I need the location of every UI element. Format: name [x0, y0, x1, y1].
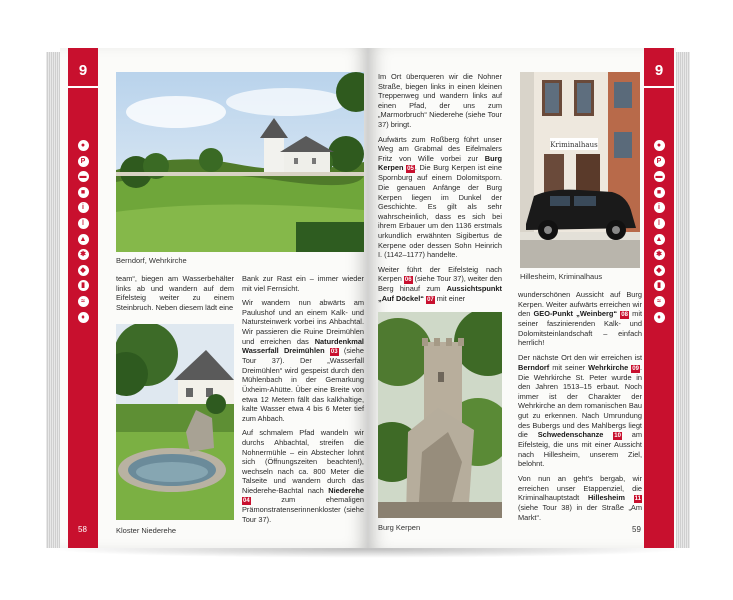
photo-kloster-niederehe: [116, 324, 234, 520]
text-column-4: [518, 290, 642, 527]
text-column-3: [378, 72, 502, 309]
page-number: 58: [78, 525, 87, 534]
playground-icon: ▲: [78, 234, 89, 245]
text-run: zum ehemaligen Prämonstratenserinnenkloster (siehe Tour 37).: [242, 495, 364, 525]
text-run: Weiter führt der Eifelsteig nach Kerpen: [378, 264, 502, 284]
highlight-schwedenschanze: Schwedenschanze: [537, 430, 604, 440]
swim-icon: ≈: [78, 296, 89, 307]
text-run: (siehe Tour 37). Der „Wasserfall Dreimühlen“ wird gespeist durch den Mühlenbach in der Gemarkung Üxheim-Ahütte. Über eine Breite von etwa 12 Metern fällt das kalkhaltige, kalte Wasser etwa 4 bis 6 Meter tief zum Ahbach.: [242, 346, 364, 423]
left-page: [60, 48, 368, 548]
right-page: [368, 48, 676, 548]
strip-divider: [68, 86, 98, 88]
text-run: Von nun an geht's bergab, wir erreichen unser Etappenziel, die Kriminalhauptstadt: [518, 473, 642, 503]
paragraph: [378, 135, 502, 260]
highlight-hillesheim: Hillesheim: [587, 493, 625, 503]
icon-column: [68, 140, 98, 327]
paragraph: team“, biegen am Wasserbehälter links ab und wandern auf dem Eifelsteig weiter zu einem Steinbruch. Neben diesem lädt eine: [116, 274, 234, 312]
point-badge: 09: [632, 365, 639, 372]
point-badge: 08: [621, 312, 628, 319]
info-icon: i: [78, 202, 89, 213]
highlight-burg-kerpen: Burg Kerpen: [378, 153, 502, 173]
building-icon: ▮: [78, 280, 89, 291]
text-run: (siehe Tour 37), weiter den Berg hinauf zum: [378, 274, 502, 294]
caption-kloster-niederehe: Kloster Niederehe: [116, 526, 177, 535]
paragraph: [518, 353, 642, 469]
pig-icon: ●: [654, 140, 665, 151]
highlight-aussichtspunkt: Aussichtspunkt „Auf Döckel“: [378, 284, 502, 303]
photo-burg-kerpen: [378, 312, 502, 518]
train-icon: ■: [78, 187, 89, 198]
text-run: mit seiner: [549, 362, 589, 372]
text-column-1: [116, 274, 234, 317]
strip-divider: [644, 86, 674, 88]
paragraph: [518, 290, 642, 348]
parking-icon: P: [654, 156, 665, 167]
text-run: Der nächste Ort den wir erreichen ist: [518, 352, 642, 362]
text-run: wunderschönen Aussicht auf Burg Kerpen. Weiter aufwärts erreichen wir den: [518, 290, 642, 319]
text-run: . Die Burg Kerpen ist eine Spornburg auf einem Dolomitsporn. Die genauen Anfänge der Burg Kerpen liegen im Dunkel der Geschichte. Es gilt als sehr wahrscheinlich, dass es sich bei ihrem Erbauer um den 1136 erstmals urkundlich erwähnten Sigibertus de Kerpene oder dessen Sohn Heinrich I. (1142–1177) handelte.: [378, 163, 502, 260]
sun-icon: ✱: [78, 249, 89, 260]
paragraph: [242, 298, 364, 423]
paragraph: [242, 428, 364, 524]
tour-number: 9: [654, 62, 664, 79]
icon-column: [644, 140, 674, 327]
text-run: mit seiner faszinierenden Kalk- und Dolomitsteinlandschaft – einfach herrlich!: [518, 309, 643, 348]
text-run: Wir wandern nun abwärts am Paulushof und an einem Kalk- und Natursteinwerk vorbei ins Ahbachtal. Wir passieren die Ruine Dreimühlen und erreichen das: [242, 298, 364, 346]
sun-icon: ✱: [654, 249, 665, 260]
text-run: . Die Wehrkirche St. Peter wurde in den Jahren 1513–15 erbaut. Noch immer ist der Charakter der Wehrkirche an dem romanischen Bau gut zu erkennen. Nach Umrundung des Bubergs und des Mahlbergs liegt die: [518, 362, 642, 440]
text-run: am Eifelsteig, die uns mit einer Aussicht nach Hillesheim, unserem Ziel, belohnt.: [518, 430, 643, 469]
highlight-wehrkirche: Wehrkirche: [588, 362, 629, 372]
caption-berndorf: Berndorf, Wehrkirche: [116, 256, 187, 265]
photo-berndorf-church: [116, 72, 364, 252]
train-icon: ■: [654, 187, 665, 198]
viewpoint-icon: ◆: [654, 265, 665, 276]
tour-number: 9: [78, 62, 88, 79]
paragraph: Im Ort überqueren wir die Nohner Straße, biegen links in einen kleinen Treppenweg und wandern links auf einen Pfad, der uns zum „Marmorbruch“ Niederehe (siehe Tour 37) bringt.: [378, 72, 502, 129]
caption-burg-kerpen: Burg Kerpen: [378, 523, 421, 532]
right-red-strip: [644, 48, 674, 548]
point-badge: 11: [634, 496, 641, 503]
kriminalhaus-sign: Kriminalhaus: [550, 141, 598, 149]
point-badge: 03: [330, 349, 338, 356]
restaurant-icon: ǀ: [78, 218, 89, 229]
building-icon: ▮: [654, 280, 665, 291]
text-run: Auf schmalem Pfad wandeln wir durchs Ahbachtal, streifen die Nohnermühle – ein Abstecher lohnt sich (Öffnungszeiten beachten!), wechseln nach ca. 800 Meter die Talseite und wandern durch das Niederehe-Bachtal nach: [242, 428, 364, 495]
paragraph: [378, 265, 502, 304]
point-badge: 04: [243, 498, 250, 505]
swim-icon: ≈: [654, 296, 665, 307]
bus-icon: ▬: [655, 173, 663, 181]
highlight-niederehe: Niederehe: [328, 485, 364, 495]
left-red-strip: [68, 48, 98, 548]
point-badge: 06: [404, 277, 412, 284]
hiker-icon: ♦: [78, 312, 89, 323]
text-run: mit einer: [434, 293, 466, 303]
viewpoint-icon: ◆: [78, 265, 89, 276]
open-book: [42, 48, 692, 553]
parking-icon: P: [78, 156, 89, 167]
paragraph: Bank zur Rast ein – immer wieder mit viel Fernsicht.: [242, 274, 364, 293]
bus-icon: ▬: [79, 173, 87, 181]
highlight-geo-punkt: GEO-Punkt „Weinberg“: [533, 309, 618, 319]
text-run: (siehe Tour 38) in der Straße „Am Markt“.: [518, 503, 642, 522]
highlight-waterfall: Naturdenkmal Wasserfall Dreimühlen: [242, 336, 364, 356]
playground-icon: ▲: [654, 234, 665, 245]
pig-icon: ●: [78, 140, 89, 151]
text-column-2: [242, 274, 364, 530]
hiker-icon: ♦: [654, 312, 665, 323]
point-badge: 07: [427, 296, 434, 303]
photo-kriminalhaus: [520, 72, 640, 268]
highlight-berndorf: Berndorf: [518, 362, 550, 372]
page-edges-right: [674, 52, 690, 548]
text-run: Aufwärts zum Roßberg führt unser Weg am Grabmal des Eifelmalers Fritz von Wille vorbei zur: [378, 134, 502, 163]
point-badge: 05: [407, 166, 414, 173]
restaurant-icon: ǀ: [654, 218, 665, 229]
paragraph: [518, 474, 642, 522]
caption-kriminalhaus: Hillesheim, Kriminalhaus: [520, 272, 603, 281]
point-badge: 10: [614, 433, 621, 440]
info-icon: i: [654, 202, 665, 213]
page-number: 59: [632, 525, 641, 534]
